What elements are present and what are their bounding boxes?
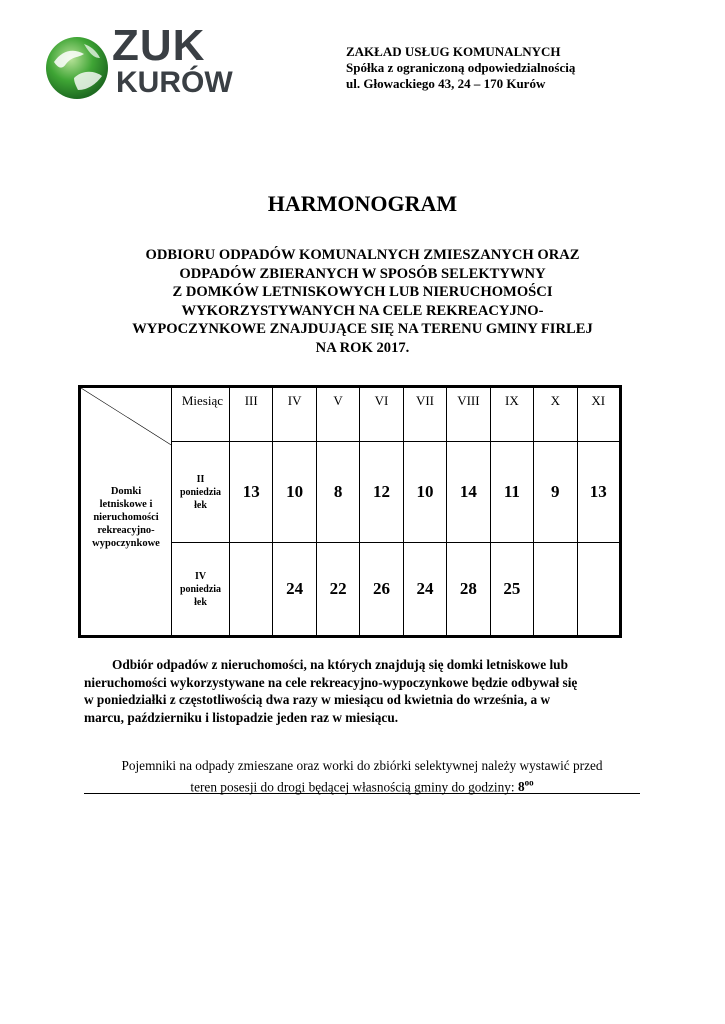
subtitle-line: WYKORZYSTYWANYCH NA CELE REKREACYJNO- [181, 302, 544, 319]
logo-line1: ZUK [112, 21, 206, 70]
subtitle-line: ODBIORU ODPADÓW KOMUNALNYCH ZMIESZANYCH ORAZ [145, 247, 580, 263]
month-header: XI [577, 387, 621, 442]
week-label [172, 442, 230, 543]
info-line-text: teren posesji do drogi będącej własnością gminy do godziny: [190, 778, 515, 794]
pickup-day: 9 [534, 442, 577, 543]
pickup-day: 13 [230, 442, 273, 543]
subtitle-line: NA ROK 2017. [315, 339, 410, 356]
document-title: HARMONOGRAM [267, 191, 458, 216]
row-group-label-line: rekreacyjno- [97, 525, 155, 536]
subtitle-line: WYPOCZYNKOWE ZNAJDUJĄCE SIĘ NA TERENU GMINY FIRLEJ [132, 321, 593, 337]
week-label-line: łek [194, 596, 207, 608]
pickup-day [534, 543, 577, 637]
pickup-day: 12 [360, 442, 403, 543]
pickup-day: 10 [273, 442, 316, 543]
subtitle-line: Z DOMKÓW LETNISKOWYCH LUB NIERUCHOMOŚCI [172, 284, 553, 300]
pickup-day: 10 [403, 442, 446, 543]
month-header: III [230, 387, 273, 442]
note-line: w poniedziałki z częstotliwością dwa razy w miesiącu od kwietnia do września, a w [84, 692, 551, 707]
note-line: Odbiór odpadów z nieruchomości, na których znajdują się domki letniskowe lub [112, 657, 568, 672]
pickup-day: 14 [447, 442, 490, 543]
pickup-day: 24 [273, 543, 316, 637]
week-label-line: łek [194, 499, 207, 511]
row-header-cell [80, 387, 172, 637]
row-group-label-line: nieruchomości [93, 512, 159, 523]
container-info [84, 757, 640, 795]
company-legal-form: Spółka z ograniczoną odpowiedzialnością [346, 60, 576, 75]
week-label-line: IV [194, 570, 207, 582]
company-name: ZAKŁAD USŁUG KOMUNALNYCH [346, 44, 561, 59]
pickup-day: 25 [490, 543, 533, 637]
month-header: VI [360, 387, 403, 442]
pickup-day: 11 [490, 442, 533, 543]
row-group-label-line: letniskowe i [99, 499, 153, 510]
row-group-label [81, 485, 171, 550]
pickup-day: 28 [447, 543, 490, 637]
pickup-day: 8 [316, 442, 359, 543]
month-label: Miesiąc [172, 387, 230, 442]
pickup-day [230, 543, 273, 637]
month-header: V [316, 387, 359, 442]
week-label-line: II [196, 473, 205, 485]
note-line: nieruchomości wykorzystywane na cele rekreacyjno-wypoczynkowe będzie odbywał się [84, 674, 578, 690]
month-header: X [534, 387, 577, 442]
month-header: VIII [447, 387, 490, 442]
pickup-note [84, 656, 644, 726]
week-label-line: poniedzia [179, 583, 222, 595]
bottom-rule [84, 793, 640, 794]
logo-line2: KURÓW [116, 66, 233, 99]
month-header: IX [490, 387, 533, 442]
pickup-day [577, 543, 621, 637]
document-subtitle [70, 246, 655, 357]
pickup-day: 26 [360, 543, 403, 637]
pickup-day: 24 [403, 543, 446, 637]
subtitle-line: ODPADÓW ZBIERANYCH W SPOSÓB SELEKTYWNY [179, 265, 546, 282]
pickup-hour [518, 779, 534, 794]
month-header: VII [403, 387, 446, 442]
month-header: IV [273, 387, 316, 442]
pickup-hour-value: 8 [517, 778, 525, 794]
week-label [172, 543, 230, 637]
pickup-day: 22 [316, 543, 359, 637]
pickup-day: 13 [577, 442, 621, 543]
info-line: Pojemniki na odpady zmieszane oraz worki do zbiórki selektywnej należy wystawić przed [121, 758, 603, 773]
week-label-line: poniedzia [179, 486, 222, 498]
schedule-table [78, 385, 622, 638]
pickup-hour-minutes: oo [524, 777, 534, 788]
company-address: ul. Głowackiego 43, 24 – 170 Kurów [346, 76, 546, 91]
green-globe-icon [44, 34, 110, 106]
row-group-label-line: Domki [110, 486, 142, 497]
company-header [346, 44, 575, 92]
note-line: marcu, październiku i listopadzie jeden raz w miesiącu. [84, 709, 399, 725]
row-group-label-line: wypoczynkowe [92, 538, 160, 549]
company-logo [44, 21, 233, 102]
